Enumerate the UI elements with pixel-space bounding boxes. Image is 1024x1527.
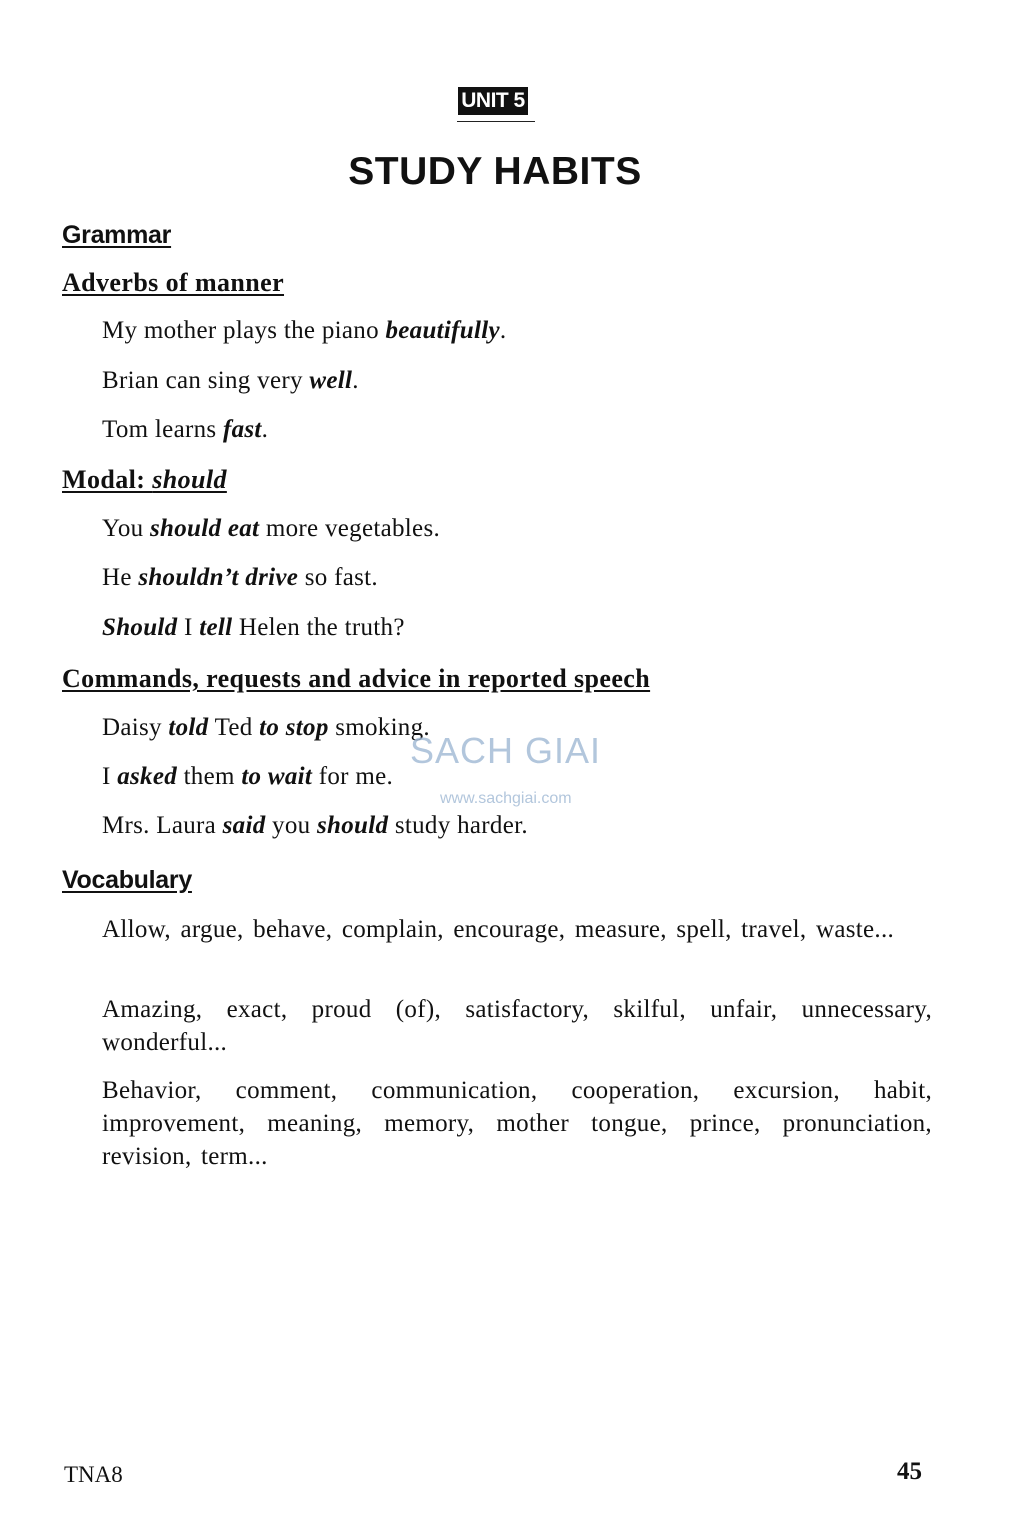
unit-underline (457, 121, 535, 122)
reported-example-2: I asked them to wait for me. (102, 763, 394, 790)
page-title: STUDY HABITS (348, 150, 642, 193)
modal-example-2: He shouldn’t drive so fast. (102, 564, 378, 591)
vocabulary-verbs: Allow, argue, behave, complain, encourage, measure, spell, travel, waste... (102, 916, 895, 943)
adverbs-heading: Adverbs of manner (62, 268, 285, 297)
modal-example-3: Should I tell Helen the truth? (102, 614, 405, 641)
book-code: TNA8 (64, 1462, 123, 1487)
watermark (410, 712, 620, 812)
reported-example-3: Mrs. Laura said you should study harder. (102, 812, 528, 839)
adverb-example-3: Tom learns fast. (102, 416, 269, 443)
page-number: 45 (897, 1458, 922, 1485)
vocabulary-heading: Vocabulary (62, 866, 192, 894)
unit-badge (452, 87, 534, 117)
modal-example-1: You should eat more vegetables. (102, 515, 441, 542)
adverb-example-1: My mother plays the piano beautifully. (102, 317, 507, 344)
modal-heading: Modal: should (62, 465, 227, 494)
unit-label: UNIT 5 (458, 87, 528, 115)
reported-speech-heading: Commands, requests and advice in reported speech (62, 664, 651, 693)
reported-example-1: Daisy told Ted to stop smoking. (102, 714, 430, 741)
vocabulary-adjectives: Amazing, exact, proud (of), satisfactory, skilful, unfair, unnecessary, wonderful... (102, 996, 932, 1056)
watermark-url: www.sachgiai.com (440, 790, 572, 807)
grammar-heading: Grammar (62, 221, 172, 249)
vocabulary-nouns: Behavior, comment, communication, cooperation, excursion, habit, improvement, meaning, memory, mother tongue, prince, pronunciation, revision, term... (102, 1077, 932, 1170)
watermark-logo: SACH GIAI (410, 730, 602, 771)
adverb-example-2: Brian can sing very well. (102, 367, 359, 394)
